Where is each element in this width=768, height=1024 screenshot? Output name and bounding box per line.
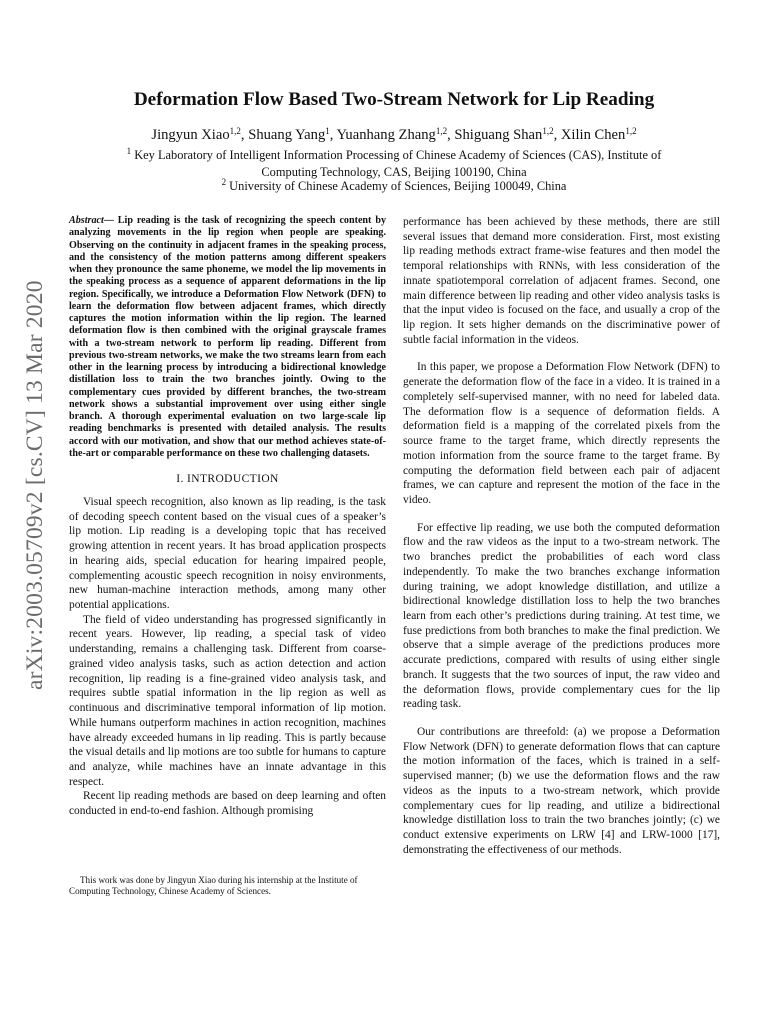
author: Yuanhang Zhang xyxy=(336,127,436,143)
footnote: This work was done by Jingyun Xiao during his internship at the Institute of Computing Technology, Chinese Academy of Sciences. xyxy=(69,875,358,896)
arxiv-id: arXiv:2003.05709v2 [cs.CV] 13 Mar 2020 xyxy=(22,280,48,690)
author: Shuang Yang xyxy=(248,127,326,143)
affiliation-mark: 2 xyxy=(221,177,227,187)
body-paragraph: The field of video understanding has progressed significantly in recent years. However, lip reading, a special task of video understanding, remains a challenging task. Different from coarse-grained video analysis tasks, such as action detection and action recognition, lip reading is a fine-grained video analysis task, and requires subtle spatial information in the lip region as well as continuous and discriminative temporal information of lip motion. While humans outperform machines in action recognition, machines have already exceeded humans in lip reading. This is partly because the visual details and lip motions are too subtle for humans to capture and analyze, while machines have an innate advantage in this respect. xyxy=(69,613,386,788)
affiliation-mark: 1 xyxy=(126,146,132,156)
author-affil-mark: 1,2 xyxy=(435,126,448,136)
affiliation-text: University of Chinese Academy of Sciences, Beijing 100049, China xyxy=(229,179,567,193)
body-paragraph: In this paper, we propose a Deformation Flow Network (DFN) to generate the deformation flow of the face in a video. It is trained in a completely self-supervised manner, with no need for labeled data. The deformation flow is a sequence of deformation fields. A deformation field is a mapping of the correlated pixels from the source frame to the target frame, which directly represents the motion information from the source frame to the target frame. By computing the deformation field between each pair of adjacent frames, we can capture and represent the motion of the face in the video. xyxy=(403,361,720,506)
affiliation-2 xyxy=(100,178,688,195)
abstract xyxy=(69,215,386,460)
author: Jingyun Xiao xyxy=(151,127,230,143)
body-paragraph: For effective lip reading, we use both the computed deformation flow and the raw videos as the input to a two-stream network. The two branches predict the probabilities of each word class independently. To make the two branches exchange information during training, we adopt knowledge distillation, and utilize a bidirectional knowledge distillation loss to help the two branches learn from each other’s predictions during training. At test time, we fuse predictions from both branches to make the final prediction. We observe that a simple average of the predictions produces more accurate predictions, compared with results of using either single branch. It suggests that the two sources of input, the raw video and the deformation flows, provide complementary cues for the lip reading task. xyxy=(403,521,720,711)
author-affil-mark: 1 xyxy=(325,126,330,136)
author: Shiguang Shan xyxy=(454,127,543,143)
right-column xyxy=(403,215,720,870)
left-column xyxy=(69,215,386,819)
paper-title: Deformation Flow Based Two-Stream Network for Lip Reading xyxy=(133,89,655,110)
author-affil-mark: 1,2 xyxy=(229,126,241,136)
author-list: Jingyun Xiao$^{1,2}$, Shuang Yang$^1$, Yuanhang Zhang$^{1,2}$, Shiguang Shan$^{1,2}$, Xilin Chen$^{1,2}$ xyxy=(151,126,637,143)
author: Xilin Chen xyxy=(560,127,626,143)
section-heading: I. INTRODUCTION xyxy=(176,473,279,485)
affiliation-1 xyxy=(100,147,688,180)
abstract-label: Abstract xyxy=(69,215,104,226)
body-paragraph: performance has been achieved by these methods, there are still several issues that demand more consideration. First, most existing lip reading methods extract frame-wise features and then model the temporal relationships with RNNs, with less consideration of the innate spatiotemporal correlation of adjacent frames. Second, one main difference between lip reading and other video analysis tasks is that the input video is focused on the face, and usually a crop of the lip region. It sets higher demands on the discriminative power of subtle facial information in the videos. xyxy=(403,216,720,346)
body-paragraph: Our contributions are threefold: (a) we propose a Deformation Flow Network (DFN) to generate deformation flows that can capture the motion information of the faces, which is trained in a self-supervised manner; (b) we use the deformation flows and the raw videos as the inputs to a two-stream network, which provide complementary cues for lip reading, and utilize a bidirectional knowledge distillation loss to train the two branches jointly; (c) we conduct extensive experiments on LRW [4] and LRW-1000 [17], demonstrating the effectiveness of our methods. xyxy=(403,726,720,856)
body-paragraph: Visual speech recognition, also known as lip reading, is the task of decoding speech content based on the visual cues of a speaker’s lip motion. Lip reading is a developing topic that has received growing attention in recent years. It has broad application prospects in hearing aids, special education for hearing impaired people, complementing acoustic speech recognition in noisy environments, new human-machine interaction methods, among many other potential applications. xyxy=(69,496,386,612)
affiliation-text: Key Laboratory of Intelligent Information Processing of Chinese Academy of Sciences (CAS), Institute of Computing Technology, CAS, Beijing 100190, China xyxy=(134,148,662,179)
abstract-text: — Lip reading is the task of recognizing the speech content by analyzing movements in the lip region when people are speaking. Observing on the continuity in adjacent frames in the speaking process, and the consistency of the motion patterns among different speakers when they pronounce the same phoneme, we model the lip movements in the speaking process as a sequence of apparent deformations in the lip region. Specifically, we introduce a Deformation Flow Network (DFN) to learn the deformation flow between adjacent frames, which directly captures the motion information within the lip region. The learned deformation flow is then combined with the original grayscale frames with a two-stream network to perform lip reading. Different from previous two-stream networks, we make the two streams learn from each other in the learning process by introducing a bidirectional knowledge distillation loss to train the two branches jointly. Owing to the complementary cues provided by different branches, the two-stream network shows a substantial improvement over using either single branch. A thorough experimental evaluation on two large-scale lip reading benchmarks is presented with detailed analysis. The results accord with our motivation, and show that our method achieves state-of-the-art or comparable performance on these two challenging datasets. xyxy=(69,215,386,459)
body-paragraph: Recent lip reading methods are based on deep learning and often conducted in end-to-end fashion. Although promising xyxy=(69,790,386,818)
author-affil-mark: 1,2 xyxy=(542,126,554,136)
author-affil-mark: 1,2 xyxy=(625,126,637,136)
